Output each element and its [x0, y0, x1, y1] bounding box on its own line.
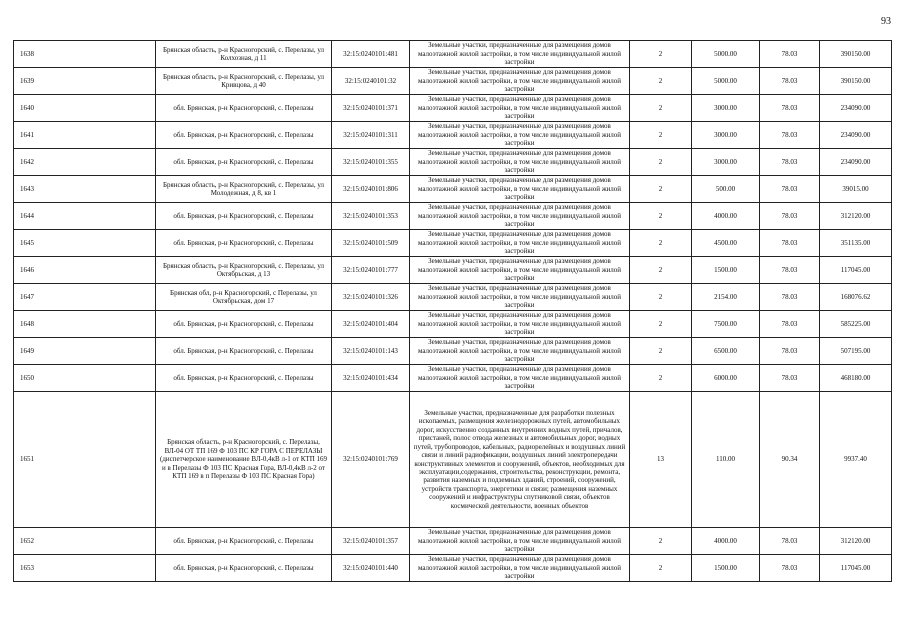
address-cell: обл. Брянская, р-н Красногорский, с. Перелазы [156, 230, 332, 257]
group-cell: 2 [630, 338, 692, 365]
land-use-cell: Земельные участки, предназначенные для размещения домов малоэтажной жилой застройки, в том числе индивидуальной жилой застройки [410, 203, 630, 230]
cadastral-value-cell: 234090.00 [820, 149, 892, 176]
cadastral-number-cell: 32:15:0240101:371 [332, 95, 410, 122]
specific-value-cell: 78.03 [760, 311, 820, 338]
cadastral-number-cell: 32:15:0240101:32 [332, 68, 410, 95]
land-use-cell: Земельные участки, предназначенные для размещения домов малоэтажной жилой застройки, в том числе индивидуальной жилой застройки [410, 95, 630, 122]
cadastral-value-cell: 390150.00 [820, 68, 892, 95]
cadastral-number-cell: 32:15:0240101:509 [332, 230, 410, 257]
table-row [14, 230, 892, 257]
cadastral-number-cell: 32:15:0240101:355 [332, 149, 410, 176]
specific-value-cell: 78.03 [760, 230, 820, 257]
area-cell: 1500.00 [692, 555, 760, 582]
area-cell: 5000.00 [692, 41, 760, 68]
row-number: 1644 [14, 203, 156, 230]
area-cell: 3000.00 [692, 122, 760, 149]
row-number: 1650 [14, 365, 156, 392]
specific-value-cell: 78.03 [760, 365, 820, 392]
cadastral-number-cell: 32:15:0240101:769 [332, 392, 410, 528]
address-cell: обл. Брянская, р-н Красногорский, с. Перелазы [156, 95, 332, 122]
table-row [14, 176, 892, 203]
page-number: 93 [881, 16, 891, 27]
row-number: 1638 [14, 41, 156, 68]
area-cell: 5000.00 [692, 68, 760, 95]
cadastral-value-cell: 390150.00 [820, 41, 892, 68]
row-number: 1641 [14, 122, 156, 149]
table-row [14, 95, 892, 122]
area-cell: 7500.00 [692, 311, 760, 338]
cadastral-number-cell: 32:15:0240101:434 [332, 365, 410, 392]
row-number: 1653 [14, 555, 156, 582]
land-use-cell: Земельные участки, предназначенные для разработки полезных ископаемых, размещения железнодорожных путей, автомобильных дорог, искусственно созданных внутренних водных путей, причалов, пристаней, полос отвода железных и автомобильных дорог, водных путей, трубопроводов, кабельных, радиорелейных и воздушных линий связи и линий радиофикации, воздушных линий электропередачи конструктивных элементов и сооружений, объектов, необходимых для эксплуатации,содержания, строительства, реконструкции, ремонта, развития наземных и подземных зданий, строений, сооружений, устройств транспорта, энергетики и связи; размещения наземных сооружений и инфраструктуры спутниковой связи, объектов космической деятельности, военных объектов [410, 392, 630, 528]
specific-value-cell: 78.03 [760, 338, 820, 365]
area-cell: 3000.00 [692, 149, 760, 176]
cadastral-number-cell: 32:15:0240101:481 [332, 41, 410, 68]
table-row [14, 555, 892, 582]
group-cell: 2 [630, 230, 692, 257]
group-cell: 2 [630, 68, 692, 95]
cadastral-value-cell: 507195.00 [820, 338, 892, 365]
land-use-cell: Земельные участки, предназначенные для размещения домов малоэтажной жилой застройки, в том числе индивидуальной жилой застройки [410, 176, 630, 203]
cadastral-value-cell: 39015.00 [820, 176, 892, 203]
cadastral-value-cell: 585225.00 [820, 311, 892, 338]
table-row [14, 365, 892, 392]
table-row [14, 257, 892, 284]
area-cell: 1500.00 [692, 257, 760, 284]
cadastral-value-cell: 468180.00 [820, 365, 892, 392]
table-row [14, 338, 892, 365]
area-cell: 500.00 [692, 176, 760, 203]
specific-value-cell: 78.03 [760, 41, 820, 68]
land-use-cell: Земельные участки, предназначенные для размещения домов малоэтажной жилой застройки, в том числе индивидуальной жилой застройки [410, 311, 630, 338]
row-number: 1648 [14, 311, 156, 338]
area-cell: 4000.00 [692, 203, 760, 230]
cadastral-value-cell: 117045.00 [820, 257, 892, 284]
group-cell: 2 [630, 311, 692, 338]
row-number: 1643 [14, 176, 156, 203]
table-row [14, 122, 892, 149]
table-row [14, 311, 892, 338]
cadastral-value-cell: 9937.40 [820, 392, 892, 528]
table-row [14, 284, 892, 311]
cadastral-value-cell: 234090.00 [820, 122, 892, 149]
cadastral-number-cell: 32:15:0240101:404 [332, 311, 410, 338]
address-cell: Брянская область, р-н Красногорский, с. Перелазы, ВЛ-04 ОТ ТП 169 Ф 103 ПС КР ГОРА С ПЕРЕЛАЗЫ (диспетчерское наименование ВЛ-0,4кВ л-1 от КТП 169 и в Перелазы Ф 103 ПС Красная Гора, ВЛ-0,4кВ л-2 от КТП 169 в п Перелазы Ф 103 ПС Красная Гора) [156, 392, 332, 528]
specific-value-cell: 78.03 [760, 555, 820, 582]
row-number: 1649 [14, 338, 156, 365]
area-cell: 3000.00 [692, 95, 760, 122]
group-cell: 2 [630, 176, 692, 203]
specific-value-cell: 78.03 [760, 284, 820, 311]
land-use-cell: Земельные участки, предназначенные для размещения домов малоэтажной жилой застройки, в том числе индивидуальной жилой застройки [410, 284, 630, 311]
group-cell: 2 [630, 203, 692, 230]
row-number: 1639 [14, 68, 156, 95]
row-number: 1646 [14, 257, 156, 284]
area-cell: 110.00 [692, 392, 760, 528]
group-cell: 2 [630, 149, 692, 176]
address-cell: обл. Брянская, р-н Красногорский, с. Перелазы [156, 203, 332, 230]
specific-value-cell: 78.03 [760, 122, 820, 149]
area-cell: 6500.00 [692, 338, 760, 365]
row-number: 1647 [14, 284, 156, 311]
address-cell: обл. Брянская, р-н Красногорский, с. Перелазы [156, 338, 332, 365]
group-cell: 13 [630, 392, 692, 528]
table-row [14, 68, 892, 95]
land-use-cell: Земельные участки, предназначенные для размещения домов малоэтажной жилой застройки, в том числе индивидуальной жилой застройки [410, 528, 630, 555]
table-row [14, 203, 892, 230]
row-number: 1640 [14, 95, 156, 122]
cadastral-value-cell: 234090.00 [820, 95, 892, 122]
table-row [14, 528, 892, 555]
table-row [14, 392, 892, 528]
cadastral-number-cell: 32:15:0240101:777 [332, 257, 410, 284]
address-cell: Брянская область, р-н Красногорский, с. Перелазы, ул Колхозная, д 11 [156, 41, 332, 68]
area-cell: 4500.00 [692, 230, 760, 257]
cadastral-value-cell: 168076.62 [820, 284, 892, 311]
cadastral-number-cell: 32:15:0240101:806 [332, 176, 410, 203]
cadastral-number-cell: 32:15:0240101:357 [332, 528, 410, 555]
specific-value-cell: 78.03 [760, 203, 820, 230]
land-use-cell: Земельные участки, предназначенные для размещения домов малоэтажной жилой застройки, в том числе индивидуальной жилой застройки [410, 555, 630, 582]
table-row [14, 149, 892, 176]
group-cell: 2 [630, 95, 692, 122]
address-cell: обл. Брянская, р-н Красногорский, с. Перелазы [156, 555, 332, 582]
group-cell: 2 [630, 365, 692, 392]
cadastral-number-cell: 32:15:0240101:311 [332, 122, 410, 149]
specific-value-cell: 90.34 [760, 392, 820, 528]
address-cell: Брянская область, р-н Красногорский, с. Перелазы, ул Октябрьская, д 13 [156, 257, 332, 284]
cadastral-number-cell: 32:15:0240101:353 [332, 203, 410, 230]
address-cell: обл. Брянская, р-н Красногорский, с. Перелазы [156, 149, 332, 176]
cadastral-value-table [13, 40, 892, 582]
land-use-cell: Земельные участки, предназначенные для размещения домов малоэтажной жилой застройки, в том числе индивидуальной жилой застройки [410, 365, 630, 392]
specific-value-cell: 78.03 [760, 176, 820, 203]
cadastral-number-cell: 32:15:0240101:440 [332, 555, 410, 582]
land-use-cell: Земельные участки, предназначенные для размещения домов малоэтажной жилой застройки, в том числе индивидуальной жилой застройки [410, 149, 630, 176]
specific-value-cell: 78.03 [760, 528, 820, 555]
row-number: 1645 [14, 230, 156, 257]
address-cell: Брянская область, р-н Красногорский, с. Перелазы, ул Кривцова, д 40 [156, 68, 332, 95]
cadastral-number-cell: 32:15:0240101:326 [332, 284, 410, 311]
group-cell: 2 [630, 528, 692, 555]
land-use-cell: Земельные участки, предназначенные для размещения домов малоэтажной жилой застройки, в том числе индивидуальной жилой застройки [410, 257, 630, 284]
cadastral-value-cell: 351135.00 [820, 230, 892, 257]
cadastral-number-cell: 32:15:0240101:143 [332, 338, 410, 365]
table-row [14, 41, 892, 68]
table-body [14, 41, 892, 582]
address-cell: обл. Брянская, р-н Красногорский, с. Перелазы [156, 122, 332, 149]
specific-value-cell: 78.03 [760, 257, 820, 284]
address-cell: обл. Брянская, р-н Красногорский, с. Перелазы [156, 311, 332, 338]
group-cell: 2 [630, 257, 692, 284]
group-cell: 2 [630, 41, 692, 68]
land-use-cell: Земельные участки, предназначенные для размещения домов малоэтажной жилой застройки, в том числе индивидуальной жилой застройки [410, 230, 630, 257]
land-use-cell: Земельные участки, предназначенные для размещения домов малоэтажной жилой застройки, в том числе индивидуальной жилой застройки [410, 68, 630, 95]
row-number: 1652 [14, 528, 156, 555]
land-use-cell: Земельные участки, предназначенные для размещения домов малоэтажной жилой застройки, в том числе индивидуальной жилой застройки [410, 338, 630, 365]
address-cell: обл. Брянская, р-н Красногорский, с. Перелазы [156, 528, 332, 555]
address-cell: Брянская обл, р-н Красногорский, с Перелазы, ул Октябрьская, дом 17 [156, 284, 332, 311]
area-cell: 6000.00 [692, 365, 760, 392]
specific-value-cell: 78.03 [760, 95, 820, 122]
land-use-cell: Земельные участки, предназначенные для размещения домов малоэтажной жилой застройки, в том числе индивидуальной жилой застройки [410, 41, 630, 68]
group-cell: 2 [630, 122, 692, 149]
group-cell: 2 [630, 284, 692, 311]
cadastral-value-cell: 117045.00 [820, 555, 892, 582]
cadastral-value-cell: 312120.00 [820, 528, 892, 555]
land-use-cell: Земельные участки, предназначенные для размещения домов малоэтажной жилой застройки, в том числе индивидуальной жилой застройки [410, 122, 630, 149]
row-number: 1642 [14, 149, 156, 176]
address-cell: Брянская область, р-н Красногорский, с. Перелазы, ул Молодежная, д 8, кв 1 [156, 176, 332, 203]
area-cell: 2154.00 [692, 284, 760, 311]
specific-value-cell: 78.03 [760, 149, 820, 176]
group-cell: 2 [630, 555, 692, 582]
area-cell: 4000.00 [692, 528, 760, 555]
row-number: 1651 [14, 392, 156, 528]
cadastral-value-cell: 312120.00 [820, 203, 892, 230]
specific-value-cell: 78.03 [760, 68, 820, 95]
address-cell: обл. Брянская, р-н Красногорский, с. Перелазы [156, 365, 332, 392]
